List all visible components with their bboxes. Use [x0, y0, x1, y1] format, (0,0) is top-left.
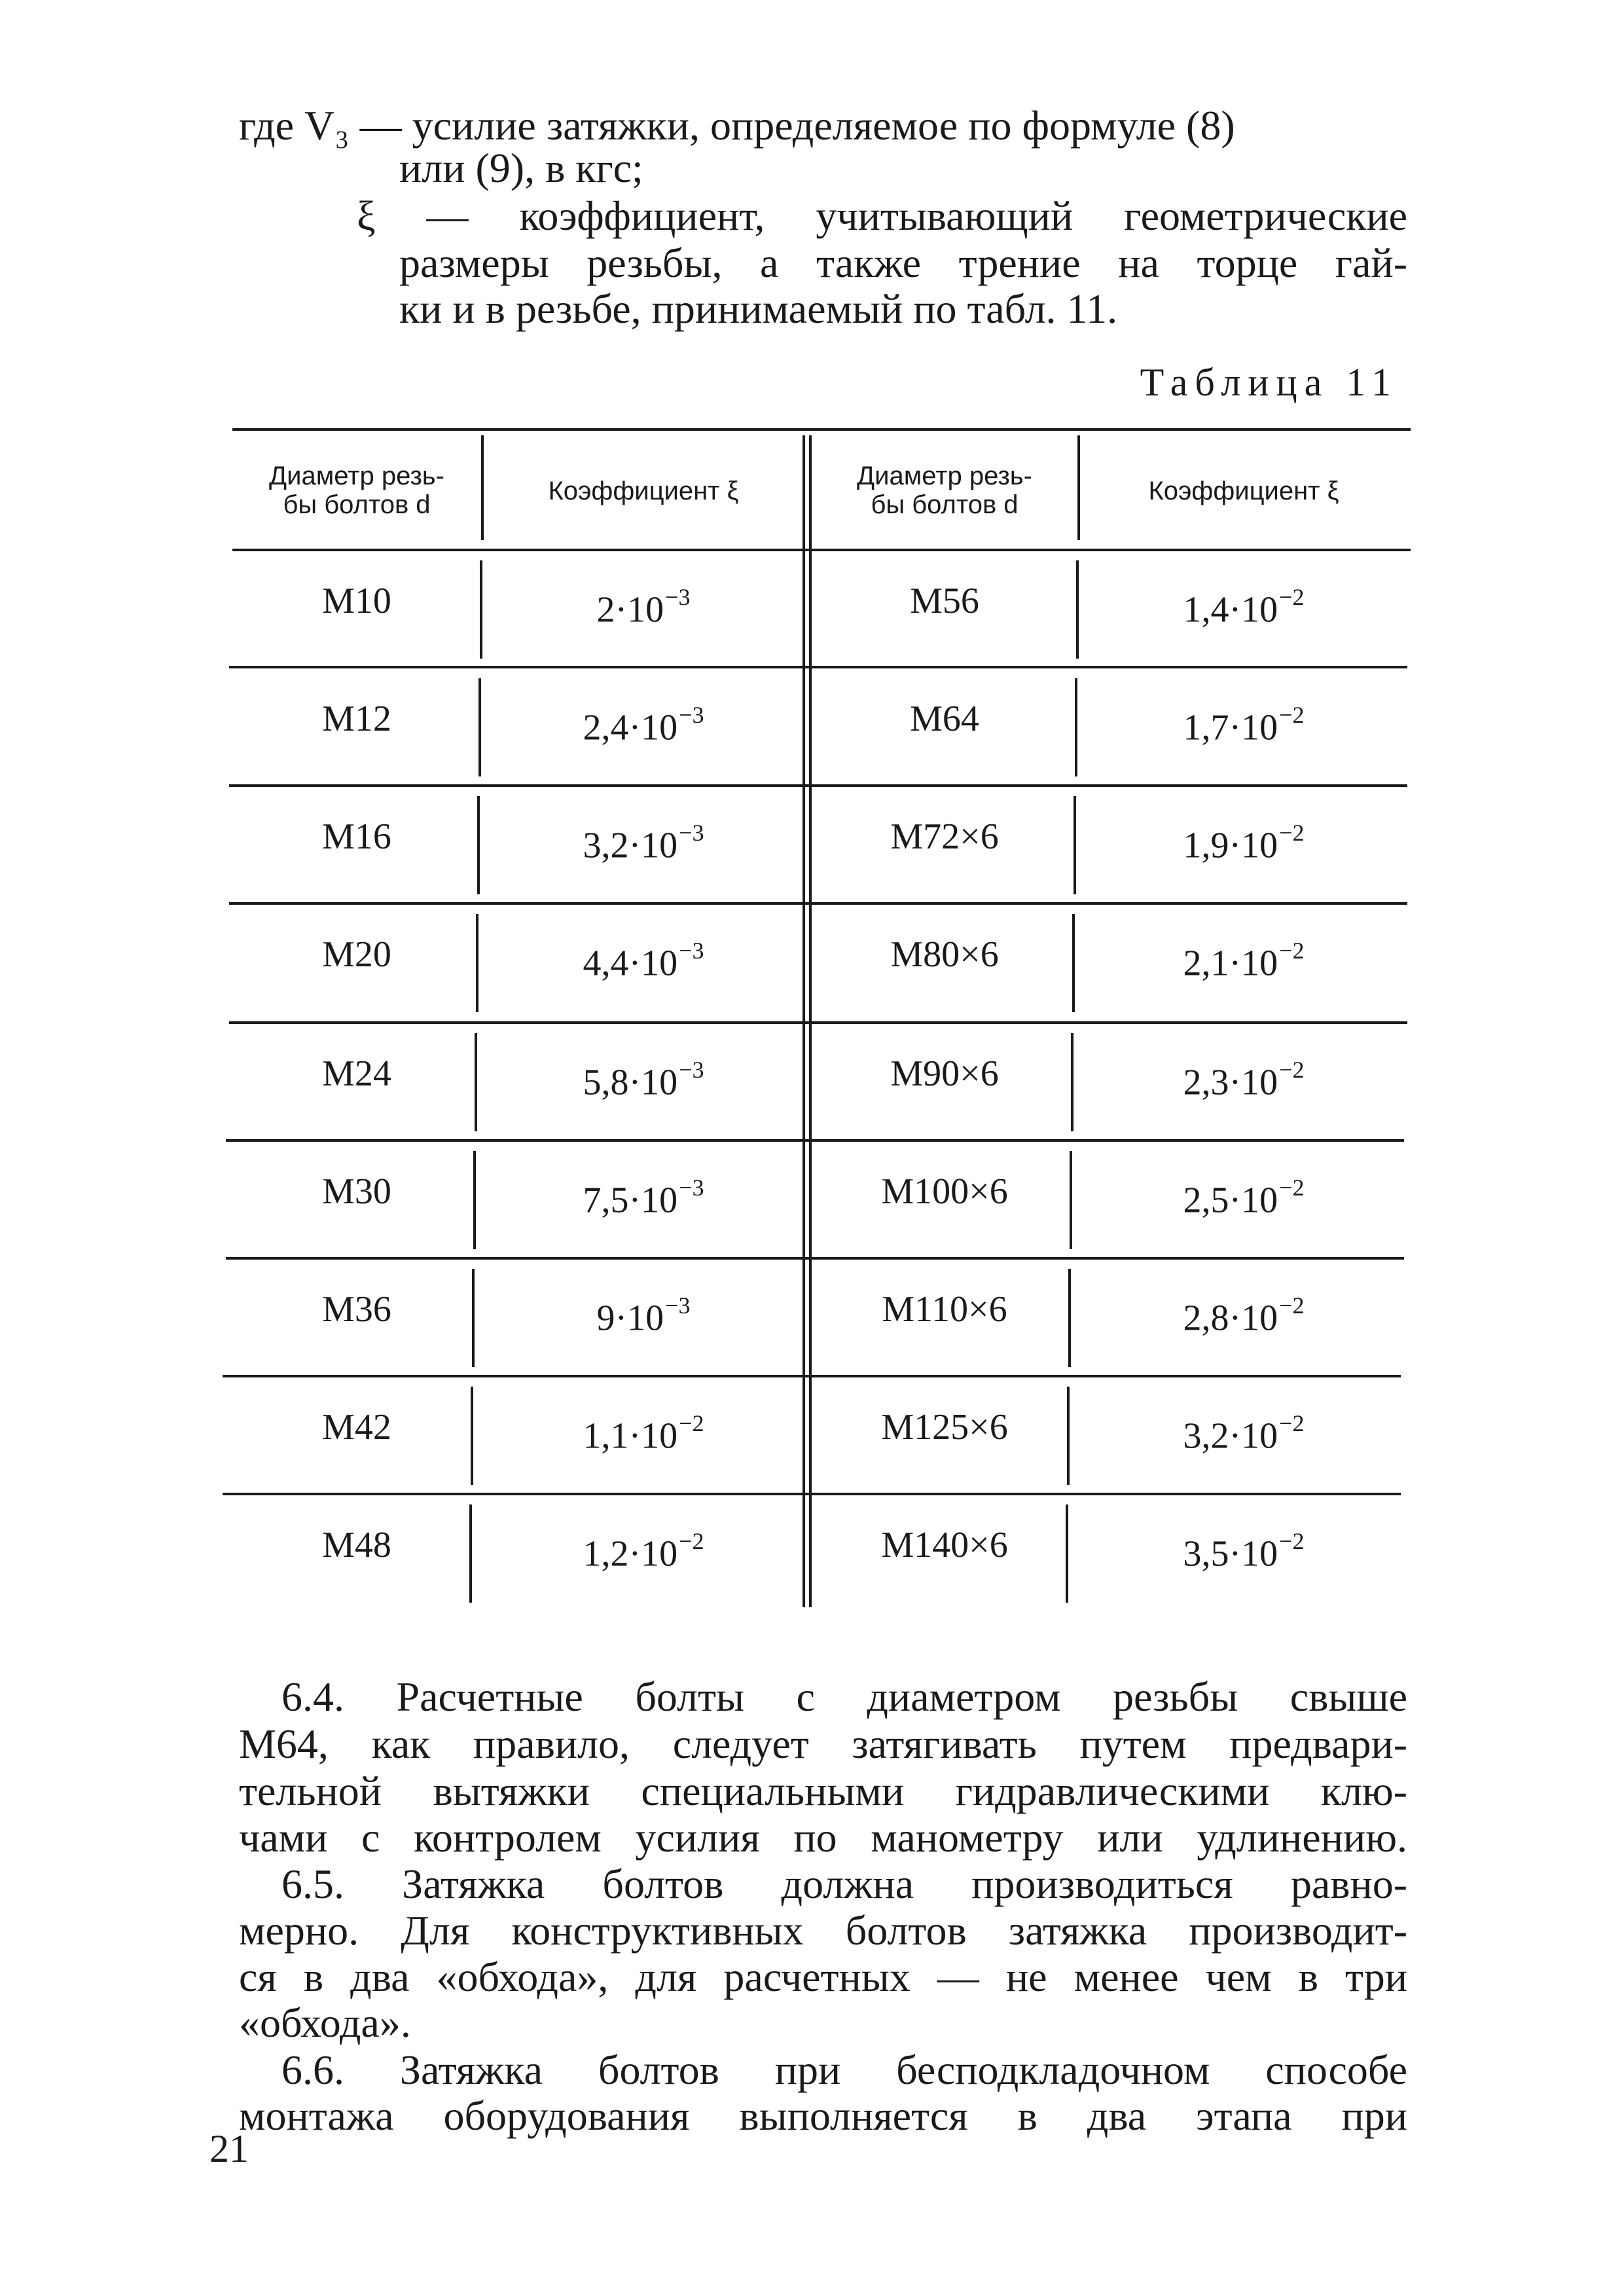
- cell-value: 2,3·10: [1183, 1062, 1278, 1103]
- col-divider-1: [481, 435, 484, 540]
- table-row-rule: [229, 902, 1407, 905]
- cell-value: 3,2·10: [1183, 1415, 1278, 1457]
- cell-exponent: −2: [679, 1410, 704, 1436]
- cell-coefficient: [484, 1519, 803, 1575]
- table-row-rule: [226, 1139, 1404, 1142]
- cell-value: 1,2·10: [583, 1533, 678, 1575]
- cell-value: M140×6: [881, 1525, 1008, 1565]
- cell-value: M16: [322, 816, 391, 857]
- cell-value: M125×6: [881, 1407, 1008, 1448]
- table-top-rule: [232, 428, 1411, 431]
- cell-coefficient: [484, 1283, 803, 1339]
- header-line: бы болтов d: [871, 490, 1019, 519]
- cell-diameter: [812, 811, 1077, 863]
- table-row-rule: [229, 666, 1407, 668]
- cell-value: 9·10: [596, 1298, 664, 1339]
- cell-value: M80×6: [890, 934, 999, 975]
- cell-coefficient: [1080, 1401, 1407, 1457]
- cell-coefficient: [1080, 1165, 1407, 1221]
- cell-value: M30: [322, 1171, 391, 1212]
- text-line-1: где V₃ — усилие затяжки, определяемое по формуле (8): [239, 102, 1235, 149]
- cell-exponent: −3: [679, 820, 704, 846]
- table-header-rule: [232, 549, 1411, 551]
- cell-coefficient: [484, 1165, 803, 1221]
- cell-exponent: −2: [1279, 702, 1305, 728]
- text-line-6: 6.4. Расчетные болты с диаметром резьбы свыше: [281, 1673, 1407, 1720]
- cell-value: 2,8·10: [1183, 1298, 1278, 1339]
- cell-exponent: −2: [1279, 1528, 1305, 1554]
- cell-value: M110×6: [882, 1289, 1007, 1330]
- text-line-7: М64, как правило, следует затягивать путем предвари-: [239, 1721, 1407, 1767]
- cell-coefficient: [484, 928, 803, 984]
- text-line-9: чами с контролем усилия по манометру или удлинению.: [239, 1814, 1407, 1861]
- header-diameter-1: [232, 462, 481, 519]
- cell-diameter: [232, 928, 481, 981]
- cell-exponent: −3: [679, 1175, 704, 1201]
- cell-value: 2,5·10: [1183, 1180, 1278, 1221]
- cell-diameter: [232, 575, 481, 627]
- cell-coefficient: [484, 1048, 803, 1103]
- text-line-11: мерно. Для конструктивных болтов затяжка производит-: [239, 1907, 1407, 1954]
- cell-value: 1,7·10: [1183, 707, 1278, 748]
- cell-exponent: −2: [1279, 1057, 1305, 1083]
- text-line-14: 6.6. Затяжка болтов при бесподкладочном способе: [281, 2047, 1407, 2093]
- cell-diameter: [232, 811, 481, 863]
- cell-exponent: −2: [1279, 820, 1305, 846]
- table-row-rule: [229, 1021, 1407, 1024]
- cell-coefficient: [484, 811, 803, 866]
- cell-coefficient: [1080, 1283, 1407, 1339]
- cell-value: M12: [322, 699, 391, 739]
- cell-exponent: −2: [1279, 938, 1305, 964]
- cell-diameter: [812, 575, 1077, 627]
- cell-value: M90×6: [890, 1053, 999, 1094]
- cell-diameter: [812, 1048, 1077, 1100]
- col-divider-2a: [803, 435, 805, 1607]
- cell-value: 3,2·10: [583, 825, 678, 866]
- cell-coefficient: [484, 1401, 803, 1457]
- cell-exponent: −2: [1279, 1292, 1305, 1319]
- text-line-13: «обхода».: [239, 1999, 411, 2046]
- cell-exponent: −2: [1279, 1410, 1305, 1436]
- cell-value: M24: [322, 1053, 391, 1094]
- cell-value: 2·10: [596, 589, 664, 630]
- cell-exponent: −2: [679, 1528, 704, 1554]
- text-line-4: размеры резьбы, а также трение на торце гай-: [399, 240, 1407, 286]
- cell-diameter: [812, 928, 1077, 981]
- text-line-3: ξ — коэффициент, учитывающий геометрические: [357, 192, 1407, 239]
- cell-coefficient: [1080, 1048, 1407, 1103]
- cell-coefficient: [1080, 1519, 1407, 1575]
- cell-diameter: [812, 693, 1077, 745]
- text-line-10: 6.5. Затяжка болтов должна производиться равно-: [281, 1861, 1407, 1907]
- text-line-8: тельной вытяжки специальными гидравлическими клю-: [239, 1768, 1407, 1814]
- table-row-rule: [229, 784, 1407, 787]
- cell-value: M64: [910, 699, 979, 739]
- cell-value: M36: [322, 1289, 391, 1330]
- page-number: 21: [209, 2127, 249, 2170]
- text-line-15: монтажа оборудования выполняется в два этапа при: [239, 2092, 1407, 2139]
- cell-exponent: −3: [679, 702, 704, 728]
- header-diameter-2: [812, 462, 1077, 519]
- table-row-rule: [223, 1493, 1401, 1495]
- cell-diameter: [812, 1519, 1077, 1571]
- text-line-2: или (9), в кгс;: [399, 145, 643, 191]
- cell-exponent: −3: [679, 938, 704, 964]
- table-title: Таблица 11: [1140, 361, 1398, 404]
- cell-coefficient: [1080, 811, 1407, 866]
- cell-diameter: [232, 1165, 481, 1218]
- cell-value: 2,4·10: [583, 707, 678, 748]
- cell-value: M100×6: [881, 1171, 1008, 1212]
- cell-diameter: [232, 1048, 481, 1100]
- cell-value: 4,4·10: [583, 943, 678, 984]
- cell-coefficient: [1080, 693, 1407, 748]
- cell-value: 1,1·10: [583, 1415, 678, 1457]
- cell-exponent: −2: [1279, 1175, 1305, 1201]
- cell-value: M72×6: [890, 816, 999, 857]
- cell-exponent: −3: [665, 1292, 691, 1319]
- cell-diameter: [232, 1519, 481, 1571]
- text-line-5: ки и в резьбе, принимаемый по табл. 11.: [399, 285, 1118, 332]
- cell-coefficient: [484, 693, 803, 748]
- cell-value: 7,5·10: [583, 1180, 678, 1221]
- cell-value: 5,8·10: [583, 1062, 678, 1103]
- header-line: бы болтов d: [283, 490, 431, 519]
- cell-value: M42: [322, 1407, 391, 1448]
- cell-exponent: −3: [665, 584, 691, 610]
- header-coefficient-1: Коэффициент ξ: [548, 477, 739, 505]
- cell-diameter: [812, 1401, 1077, 1453]
- cell-exponent: −3: [679, 1057, 704, 1083]
- header-coefficient-2: Коэффициент ξ: [1148, 477, 1339, 505]
- cell-diameter: [812, 1165, 1077, 1218]
- cell-value: 1,9·10: [1183, 825, 1278, 866]
- table-row-rule: [223, 1375, 1401, 1377]
- cell-value: M10: [322, 581, 391, 621]
- cell-value: M20: [322, 934, 391, 975]
- cell-value: 1,4·10: [1183, 589, 1278, 630]
- cell-diameter: [232, 693, 481, 745]
- cell-diameter: [232, 1283, 481, 1336]
- table-row-rule: [226, 1257, 1404, 1260]
- cell-diameter: [232, 1401, 481, 1453]
- cell-value: 3,5·10: [1183, 1533, 1278, 1575]
- header-line: Диаметр резь-: [269, 462, 444, 490]
- cell-coefficient: [484, 575, 803, 630]
- text-line-12: ся в два «обхода», для расчетных — не менее чем в три: [239, 1954, 1407, 2000]
- header-line: Диаметр резь-: [857, 462, 1032, 490]
- cell-exponent: −2: [1279, 584, 1305, 610]
- cell-diameter: [812, 1283, 1077, 1336]
- cell-coefficient: [1080, 928, 1407, 984]
- cell-value: 2,1·10: [1183, 943, 1278, 984]
- cell-value: M56: [910, 581, 979, 621]
- cell-coefficient: [1080, 575, 1407, 630]
- cell-value: M48: [322, 1525, 391, 1565]
